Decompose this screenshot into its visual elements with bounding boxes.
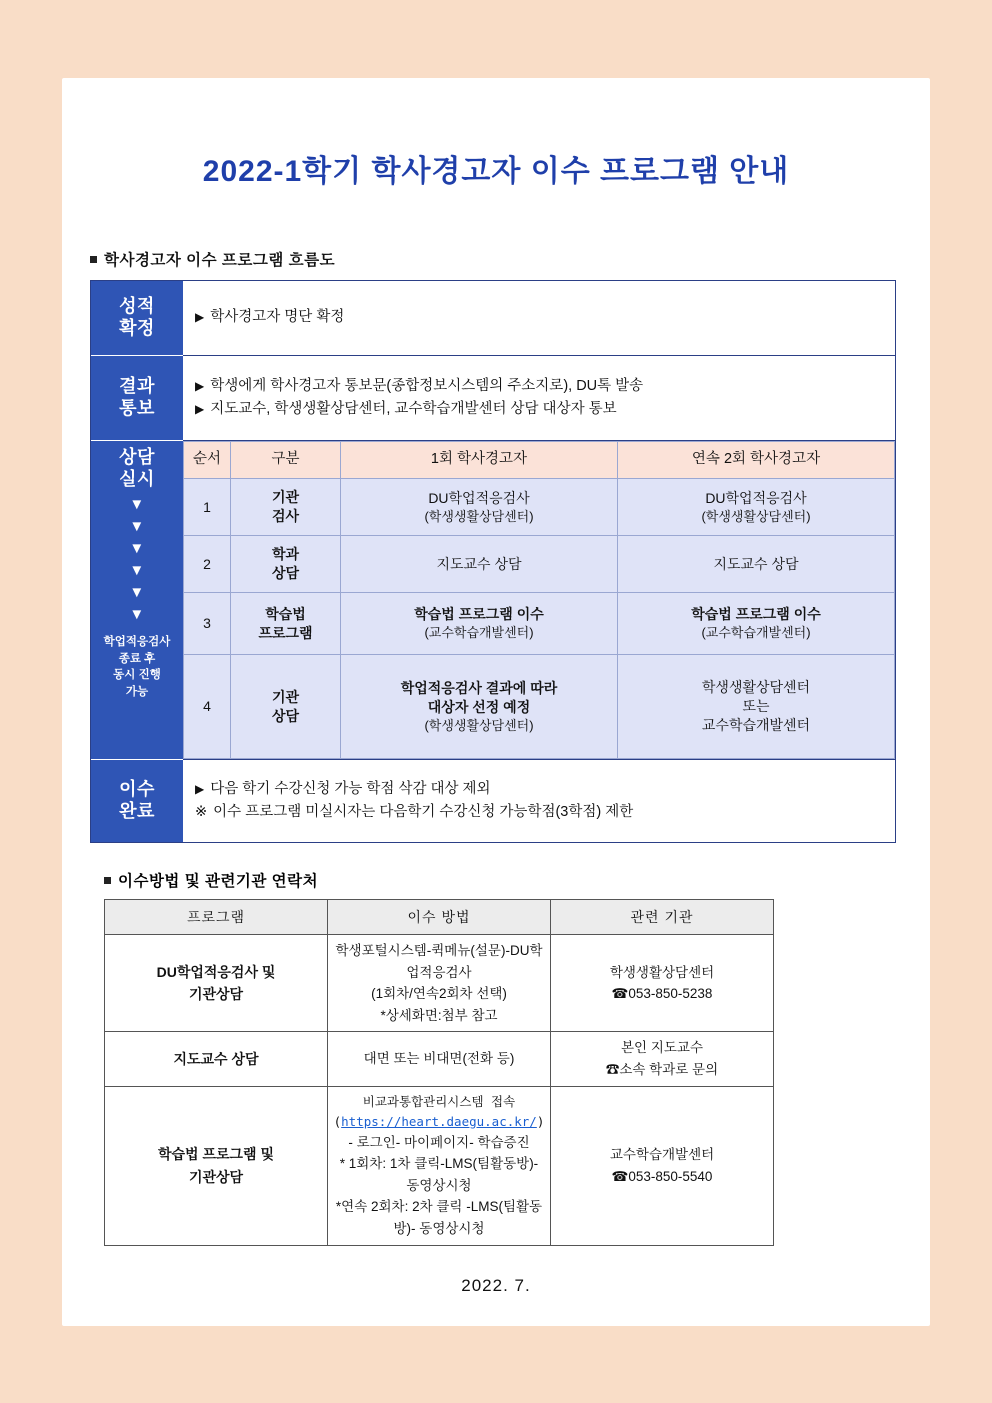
- cell-second-line1: DU학업적응검사: [705, 489, 807, 506]
- cell-method: 대면 또는 비대면(전화 등): [328, 1032, 551, 1086]
- cell-order: 1: [184, 479, 231, 536]
- cell-second-line2: 또는: [742, 698, 770, 715]
- asterisk-bullet-icon: ※: [195, 804, 208, 820]
- heart-portal-link[interactable]: https://heart.daegu.ac.kr/: [341, 1113, 537, 1129]
- flow-row2-text2: 지도교수, 학생생활상담센터, 교수학습개발센터 상담 대상자 통보: [210, 401, 617, 417]
- triangle-bullet-icon: ▶: [195, 310, 205, 325]
- cell-category-line1: 학과: [271, 546, 300, 563]
- flow-stage-1: [91, 281, 183, 356]
- footer-date: 2022. 7.: [461, 1275, 531, 1295]
- table-row: [105, 1086, 774, 1245]
- page-title: 2022-1학기 학사경고자 이수 프로그램 안내: [202, 155, 790, 188]
- cell-second-line3: 교수학습개발센터: [701, 716, 811, 733]
- cell-program: [105, 935, 328, 1032]
- down-arrow-icon: ▼: [129, 583, 145, 601]
- triangle-bullet-icon: ▶: [195, 378, 205, 393]
- cell-order: 2: [184, 536, 231, 593]
- triangle-bullet-icon: ▶: [195, 402, 205, 416]
- cell-method: [328, 1086, 551, 1245]
- cell-first: 지도교수 상담: [341, 536, 618, 593]
- flow-row2-text1: 학생에게 학사경고자 통보문(종합정보시스템의 주소지로), DU톡 발송: [210, 377, 644, 394]
- contact-table: [104, 899, 774, 1246]
- cell-method-line4: *연속 2회차: 2차 클릭 -LMS(팀활동방)- 동영상시청: [335, 1199, 543, 1236]
- cell-first: [341, 479, 618, 536]
- down-arrow-icon: ▼: [129, 517, 145, 535]
- flow-stage-3-line2: 실시: [119, 468, 155, 489]
- cell-method: [328, 935, 551, 1032]
- table-row: [105, 1032, 774, 1086]
- program-table: [183, 441, 895, 759]
- flow-row4-text2: 이수 프로그램 미실시자는 다음학기 수강신청 가능학점(3학점) 제한: [213, 804, 634, 820]
- cell-method-line1: [332, 1092, 546, 1132]
- flow-stage-2: [91, 356, 183, 441]
- table-row: [184, 593, 895, 655]
- cell-method-line1: 학생포털시스템-퀵메뉴(설문)-DU학업적응검사: [335, 943, 543, 980]
- cell-category: [231, 593, 341, 655]
- flow-row4-line2: [195, 801, 883, 824]
- down-arrow-icon: ▼: [129, 539, 145, 557]
- flow-content-row-2: [183, 356, 895, 441]
- cell-second-line2: (교수학습개발센터): [701, 625, 811, 641]
- table-row: [184, 536, 895, 593]
- document-page: [62, 78, 930, 1326]
- cell-organization: [551, 1086, 774, 1245]
- cell-org-phone: ☎소속 학과로 문의: [605, 1061, 719, 1077]
- cell-program-line1: 학습법 프로그램 및: [158, 1146, 274, 1163]
- th-second-warning: 연속 2회 학사경고자: [618, 442, 895, 479]
- square-bullet-icon: [104, 877, 111, 884]
- cell-method-line3: *상세화면:첨부 참고: [380, 1007, 498, 1023]
- cell-second: [618, 479, 895, 536]
- cell-category: [231, 479, 341, 536]
- th-first-warning: 1회 학사경고자: [341, 442, 618, 479]
- contact-heading-text: 이수방법 및 관련기관 연락처: [118, 873, 319, 890]
- program-table-header-row: [184, 442, 895, 479]
- flow-stage-column: [91, 281, 183, 842]
- flow-row4-line1: [195, 778, 883, 801]
- cell-first-line1: 학습법 프로그램 이수: [414, 606, 544, 623]
- cell-program: 지도교수 상담: [105, 1032, 328, 1086]
- cell-second: 지도교수 상담: [618, 536, 895, 593]
- flow-row1-text: 학사경고자 명단 확정: [210, 309, 345, 326]
- cell-org-line1: 본인 지도교수: [621, 1040, 703, 1056]
- cell-first-line2: (학생생활상담센터): [424, 508, 534, 524]
- cell-program: [105, 1086, 328, 1245]
- triangle-bullet-icon: ▶: [195, 781, 205, 796]
- cell-method-line2: (1회차/연속2회차 선택): [371, 986, 507, 1002]
- cell-program-line1: DU학업적응검사 및: [156, 963, 276, 980]
- flow-stage-2-line2: 통보: [119, 398, 155, 418]
- flow-arrow-group: [129, 497, 144, 622]
- th-program: 프로그램: [105, 900, 328, 935]
- cell-org-line1: 교수학습개발센터: [609, 1146, 715, 1162]
- cell-org-line1: 학생생활상담센터: [609, 964, 715, 980]
- flow-section-heading: [90, 248, 930, 270]
- flow-note-line3: 동시 진행: [113, 669, 161, 682]
- method-prefix-text: 비교과통합관리시스템 접속(: [333, 1093, 516, 1129]
- flow-content-row-1: [183, 281, 895, 356]
- flow-heading-text: 학사경고자 이수 프로그램 흐름도: [104, 252, 336, 269]
- table-row: [105, 935, 774, 1032]
- contact-section-heading: [104, 869, 930, 891]
- th-method: 이수 방법: [328, 900, 551, 935]
- cell-second: [618, 655, 895, 759]
- down-arrow-icon: ▼: [129, 495, 145, 513]
- down-arrow-icon: ▼: [129, 605, 145, 623]
- flow-diagram: [90, 280, 896, 843]
- cell-category: [231, 536, 341, 593]
- cell-order: 4: [184, 655, 231, 759]
- flow-note-line2: 종료 후: [118, 652, 156, 665]
- flow-row1-line1: [195, 306, 883, 329]
- th-order: 순서: [184, 442, 231, 479]
- cell-method-line2: - 로그인- 마이페이지- 학습증진: [348, 1134, 530, 1150]
- cell-first: [341, 655, 618, 759]
- flow-stage-2-line1: 결과: [119, 376, 155, 397]
- cell-category-line1: 기관: [271, 688, 300, 705]
- cell-second: [618, 593, 895, 655]
- cell-category-line2: 검사: [271, 508, 300, 524]
- contact-table-header-row: [105, 900, 774, 935]
- cell-category-line2: 상담: [271, 565, 300, 581]
- cell-org-phone: ☎053-850-5238: [611, 986, 713, 1002]
- flow-note-line4: 가능: [125, 685, 149, 698]
- cell-first-line3: (학생생활상담센터): [424, 717, 534, 733]
- cell-category: [231, 655, 341, 759]
- flow-row2-line1: [195, 375, 883, 398]
- flow-stage-4-line1: 이수: [119, 779, 155, 800]
- cell-first-line2: (교수학습개발센터): [424, 625, 534, 641]
- cell-method-line3: * 1회차: 1차 클릭-LMS(팀활동방)- 동영상시청: [339, 1156, 539, 1193]
- cell-organization: [551, 1032, 774, 1086]
- cell-first: [341, 593, 618, 655]
- flow-stage-3-line1: 상담: [119, 447, 155, 467]
- flow-stage-1-line2: 확정: [119, 318, 155, 338]
- cell-category-line2: 프로그램: [258, 624, 313, 641]
- flow-stage-1-line1: 성적: [119, 296, 155, 317]
- flow-content-column: [183, 281, 895, 842]
- flow-row4-text1: 다음 학기 수강신청 가능 학점 삭감 대상 제외: [210, 780, 491, 797]
- square-bullet-icon: [90, 256, 97, 263]
- cell-second-line1: 학습법 프로그램 이수: [691, 606, 821, 623]
- cell-second-line1: 학생생활상담센터: [701, 679, 811, 696]
- cell-category-line2: 상담: [271, 707, 300, 724]
- th-organization: 관련 기관: [551, 900, 774, 935]
- cell-org-phone: ☎053-850-5540: [611, 1168, 713, 1184]
- flow-stage-3: [91, 441, 183, 760]
- th-category: 구분: [231, 442, 341, 479]
- cell-first-line1: DU학업적응검사: [428, 489, 530, 506]
- cell-first-line2: 대상자 선정 예정: [427, 698, 531, 715]
- cell-organization: [551, 935, 774, 1032]
- flow-row2-line2: [195, 398, 883, 421]
- down-arrow-icon: ▼: [129, 561, 145, 579]
- cell-second-line2: (학생생활상담센터): [701, 508, 811, 524]
- cell-first-line1: 학업적응검사 결과에 따라: [400, 679, 558, 696]
- flow-stage-4: [91, 760, 183, 842]
- flow-stage-3-note: [104, 634, 171, 701]
- table-row: [184, 655, 895, 759]
- flow-stage-4-line2: 완료: [119, 801, 155, 821]
- cell-category-line1: 학습법: [265, 605, 306, 622]
- cell-program-line2: 기관상담: [188, 1168, 244, 1185]
- cell-category-line1: 기관: [271, 489, 300, 506]
- flow-note-line1: 학업적응검사: [103, 635, 171, 648]
- flow-content-row-4: [183, 760, 895, 842]
- flow-content-row-3: [183, 441, 895, 760]
- method-suffix-text: ): [536, 1113, 545, 1129]
- cell-program-line2: 기관상담: [188, 986, 244, 1003]
- cell-order: 3: [184, 593, 231, 655]
- table-row: [184, 479, 895, 536]
